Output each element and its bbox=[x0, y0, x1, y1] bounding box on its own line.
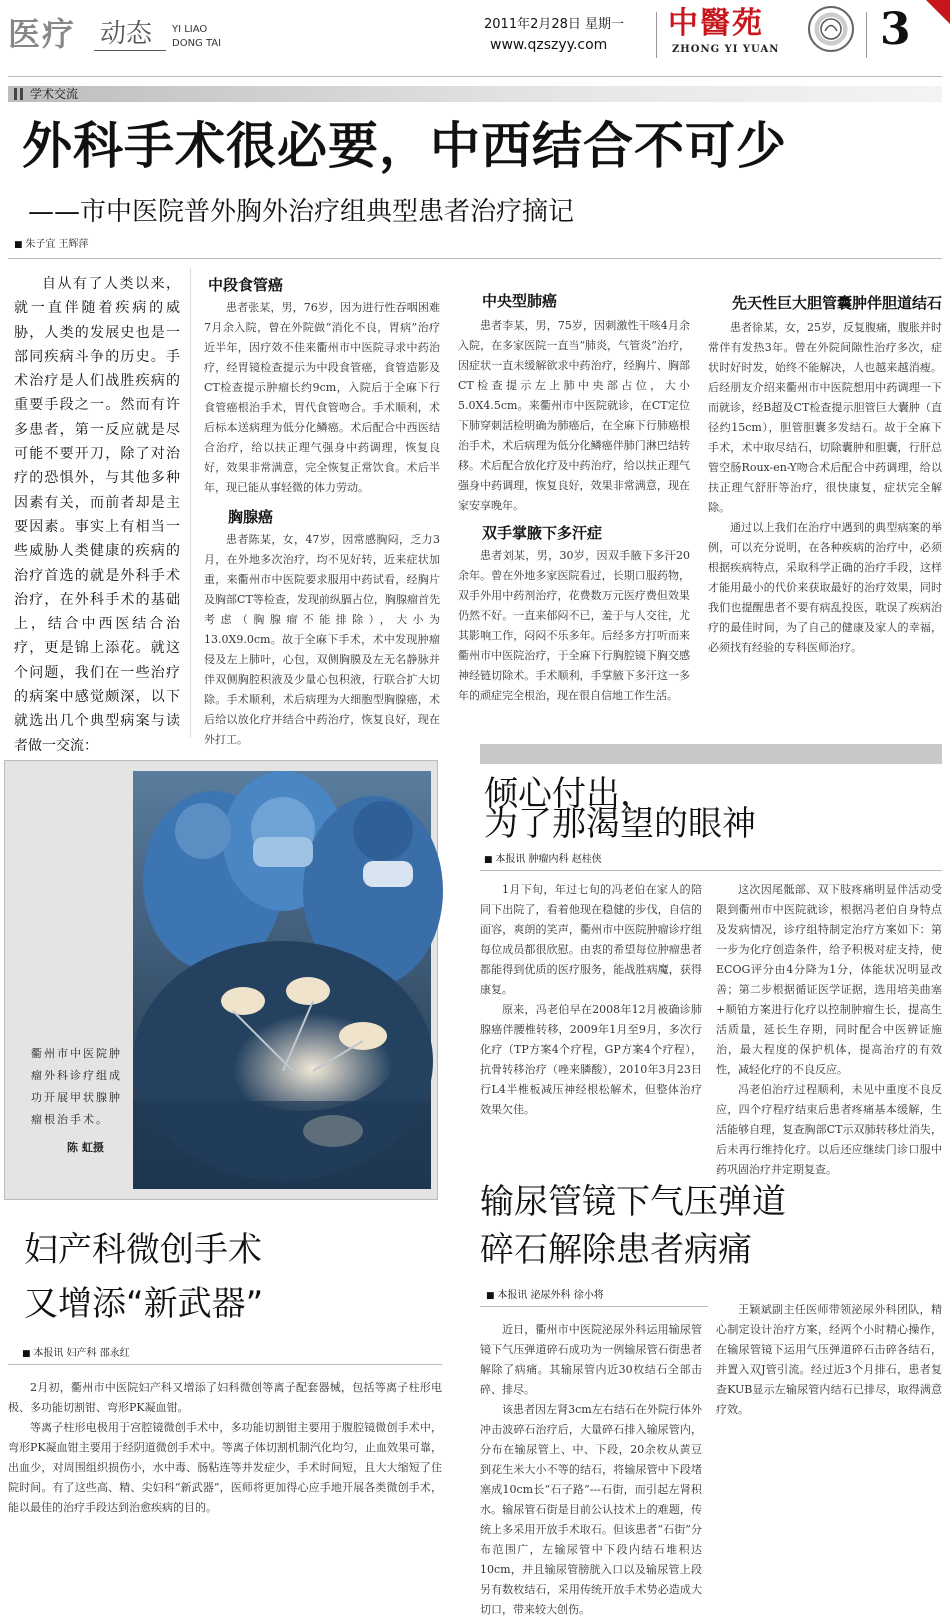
article4-p2: 该患者因左肾3cm左右结石在外院行体外冲击波碎石治疗后，大量碎石排入输尿管内，分布在输尿管上、中、下段，20余枚从黄豆到花生米大小不等的结石，将输尿管中下段堵塞成10cm长“石子路”---石街，而引起左肾积水。输尿管石街是目前公认技术上的难题，传统上多采用开放手术取石。但该患者“石街”分布范围广，左输尿管中下段内结石堆积达10cm，并且输尿管膀胱入口以及输尿管上段另有数枚结石，采用传统开放手术势必造成大切口，带来较大创伤。 bbox=[480, 1403, 702, 1616]
section-underline bbox=[94, 50, 166, 51]
article1-byline: ■ 朱子宜 王辉萍 bbox=[14, 238, 89, 252]
page-number-divider bbox=[866, 12, 867, 58]
column-tag-bar bbox=[8, 86, 942, 102]
case5-heading: 先天性巨大胆管囊肿伴胆道结石 bbox=[732, 294, 943, 312]
issue-website[interactable]: www.qzszyy.com bbox=[490, 37, 608, 53]
article4-byline: ■ 本报讯 泌尿外科 徐小将 bbox=[486, 1288, 604, 1304]
article1-col4 bbox=[708, 268, 942, 738]
photo-frame bbox=[4, 760, 438, 1200]
section-sub: 动态 bbox=[100, 19, 153, 49]
article1-title: 外科手术很必要，中西结合不可少 bbox=[22, 117, 787, 175]
header-divider bbox=[656, 12, 657, 58]
article3-title-line2: 又增添“新武器” bbox=[24, 1284, 264, 1324]
lead-paragraph: 自从有了人类以来，就一直伴随着疾病的威胁，人类的发展史也是一部同疾病斗争的历史。手术治疗是人们战胜疾病的重要手段之一。然而有许多患者，第一反应就是尽可能不要开刀，除了对治疗的恐惧外，与其他多种因素有关，而前者却是主要因素。事实上有相当一些威胁人类健康的疾病的治疗首选的就是外科手术治疗，在外科手术的基础上，结合中西医结合治疗，更是锦上添花。就这个问题，我们在一些治疗的病案中感觉颇深，以下就选出几个典型病案与读者做一交流： bbox=[14, 276, 180, 754]
case4-heading: 双手掌腋下多汗症 bbox=[482, 524, 603, 542]
section-pinyin-2: DONG TAI bbox=[172, 38, 222, 49]
article4-rule bbox=[480, 1306, 708, 1307]
case1-heading: 中段食管癌 bbox=[208, 276, 284, 294]
article1-col2 bbox=[204, 272, 440, 746]
column-tag-marker bbox=[14, 88, 17, 100]
article2-title-line2: 为了那渴望的眼神 bbox=[484, 804, 756, 844]
conclusion-text: 通过以上我们在治疗中遇到的典型病案的举例，可以充分说明，在各种疾病的治疗中，必须根据疾病特点，采取科学正确的治疗手段，这样才能用最小的代价来获取最好的治疗效果，同时我们也提醒患者不要有病乱投医，耽误了疾病治疗的最佳时间，为了自己的健康及家人的幸福，必须找有经验的专科医师治疗。 bbox=[708, 521, 942, 654]
case2-text: 患者陈某，女，47岁，因常感胸闷，乏力3月，在外地多次治疗，均不见好转，近来症状加重，来衢州市中医院要求服用中药试看，经胸片及胸部CT等检查，发现前纵膈占位，胸腺瘤首先考虑（胸腺瘤不能排除），大小为13.0X9.0cm。故于全麻下手术，术中发现肿瘤侵及左上肺叶，心包，双侧胸膜及左无名静脉并伴双侧胸腔积液及少量心包积液，行联合扩大切除。手术顺利，术后病理为大细胞型胸腺癌，术后给以放化疗并结合中药治疗，恢复良好，现在外打工。 bbox=[204, 533, 440, 746]
case5-text: 患者徐某，女，25岁，反复腹痛，腹胀并时常伴有发热3年。曾在外院间隙性治疗多次，症状时好时发，始终不能解决，人也越来越消瘦。后经朋友介绍来衢州市中医院想用中药调理一下而就诊，经B超及CT检查提示胆管巨大囊肿（直径约15cm），胆管胆囊多发结石。故于全麻下手术，术中取尽结石，切除囊肿和胆囊，行肝总管空肠Roux-en-Y吻合术后配合中药调理，给以扶正理气舒肝等治疗，很快康复，症状完全解除。 bbox=[708, 321, 942, 514]
surgery-photo bbox=[133, 771, 431, 1189]
section-pinyin-1: YI LIAO bbox=[172, 24, 208, 35]
article3-p2: 等离子柱形电极用于宫腔镜微创手术中，多功能切割钳主要用于腹腔镜微创手术中，弯形PK凝血钳主要用于经阴道微创手术中。等离子体切割机制汽化均匀，止血效果可靠，出血少，对周围组织损伤小，水中毒、肠粘连等并发症少，手术时间短，且大大缩短了住院时间。有了这些高、精、尖妇科“新武器”，医师将更加得心应手地开展各类微创手术，能以最佳的治疗手段达到治愈疾病的目的。 bbox=[8, 1421, 442, 1514]
article3-rule bbox=[8, 1364, 442, 1365]
article1-lead bbox=[14, 272, 180, 758]
article2-title-line1: 倾心付出， bbox=[484, 774, 654, 814]
column-tag-marker bbox=[20, 88, 23, 100]
case1-text: 患者张某，男，76岁，因为进行性吞咽困难7月余入院，曾在外院做“消化不良，胃病”治疗近半年，因疗效不佳来衢州市中医院寻求中药治疗，经胃镜检查提示为中段食管癌，食管造影及CT检查提示肿瘤长约9cm，入院后于全麻下行食管癌根治手术，胃代食管吻合。手术顺利，术后标本送病理为低分化鳞癌。术后配合中西医结合治疗，给以扶正理气强身中药调理，恢复良好，效果非常满意，完全恢复正常饮食。术后半年，现已能从事轻微的体力劳动。 bbox=[204, 301, 440, 494]
article4-title-line1: 输尿管镜下气压弹道 bbox=[480, 1182, 786, 1222]
photo-credit: 陈 虹摄 bbox=[67, 1141, 104, 1154]
article2-col1 bbox=[480, 880, 702, 1162]
article1-rule bbox=[8, 258, 942, 259]
article2-p3: 这次因尾骶部、双下肢疼痛明显伴活动受限到衢州市中医院就诊，根据冯老伯自身特点及发病情况，诊疗组特制定治疗方案如下：第一步为化疗创造条件，给予积极对症支持，使ECOG评分由4分降为1分，体能状况明显改善；第二步根据循证医学证据，选用培美曲塞+顺铂方案进行化疗以控制肿瘤生长，提高生活质量，延长生存期，同时配合中医辨证施治，最大程度的保护机体，提高治疗的有效性，减轻化疗的不良反应。 bbox=[716, 883, 942, 1076]
case2-heading: 胸腺癌 bbox=[228, 508, 274, 526]
article4-p1: 近日，衢州市中医院泌尿外科运用输尿管镜下气压弹道碎石成功为一例输尿管石街患者解除了病痛。其输尿管内近30枚结石全部击碎、排尽。 bbox=[480, 1323, 702, 1396]
article2-p2: 原来，冯老伯早在2008年12月被确诊肺腺癌伴腰椎转移，2009年1月至9月，多次行化疗（TP方案4个疗程，GP方案4个疗程），抗骨转移治疗（唑来膦酸），2010年3月23日行L4半椎板减压神经根松解术，但整体治疗效果欠佳。 bbox=[480, 1003, 702, 1116]
article4-title-line2: 碎石解除患者病痛 bbox=[480, 1230, 752, 1270]
issue-date: 2011年2月28日 星期一 bbox=[484, 17, 625, 32]
page-number: 3 bbox=[880, 4, 911, 55]
article1-subtitle: ——市中医院普外胸外治疗组典型患者治疗摘记 bbox=[28, 197, 575, 227]
photo-caption: 衢州市中医院肿瘤外科诊疗组成功开展甲状腺肿瘤根治手术。 bbox=[31, 1047, 122, 1126]
article4-col1 bbox=[480, 1320, 702, 1616]
article4-p3: 王颖斌副主任医师带领泌尿外科团队，精心制定设计治疗方案，经两个小时精心操作，在输尿管镜下运用气压弹道碎石击碎各结石，并置入双J管引流。经过近3个月排石，患者复查KUB显示左输尿管内结石已排尽，取得满意疗效。 bbox=[716, 1303, 942, 1416]
brand-pinyin: ZHONG YI YUAN bbox=[672, 44, 780, 55]
column-tag: 学术交流 bbox=[30, 87, 79, 101]
case3-text: 患者李某，男，75岁，因刺激性干咳4月余入院，在多家医院一直当“肺炎，气管炎”治疗，因症状一直未缓解欲求中药治疗，经胸片、胸部CT检查提示左上肺中央部占位，大小5.0X4.5cm。来衢州市中医院就诊，在CT定位下肺穿刺活检明确为肺癌后，在全麻下行肺癌根治手术，术后病理为低分化鳞癌伴肺门淋巴结转移。术后配合放化疗及中药治疗，给以扶正理气强身中药调理，恢复良好，效果非常满意，现在家安享晚年。 bbox=[458, 319, 690, 512]
article2-p1: 1月下旬，年过七旬的冯老伯在家人的陪同下出院了，看着他现在稳健的步伐，自信的面容，爽朗的笑声，衢州市中医院肿瘤诊疗组每位成员都很欣慰。由衷的希望每位肿瘤患者都能得到优质的医疗服务，能战胜病魔，获得康复。 bbox=[480, 883, 702, 996]
article2-p4: 冯老伯治疗过程顺利，未见中重度不良反应，四个疗程疗结束后患者疼痛基本缓解，生活能够自理，复查胸部CT示双肺转移灶消失，后未再行维持化疗。以后还应继续门诊口服中药巩固治疗并定期复查。 bbox=[716, 1083, 942, 1176]
section-main: 医疗 bbox=[8, 15, 77, 53]
article2-col2 bbox=[716, 880, 942, 1176]
hospital-seal-icon bbox=[808, 6, 854, 52]
article2-byline: ■ 本报讯 肿瘤内科 赵桂侠 bbox=[484, 852, 602, 868]
header-rule bbox=[8, 76, 942, 77]
article3-body bbox=[8, 1378, 442, 1512]
article2-rule bbox=[480, 870, 942, 871]
case3-heading: 中央型肺癌 bbox=[482, 292, 558, 310]
article3-title-line1: 妇产科微创手术 bbox=[24, 1230, 262, 1270]
case4-text: 患者刘某，男，30岁，因双手腋下多汗20余年。曾在外地多家医院看过，长期口服药物，双手外用中药剂治疗，花费数万元医疗费但效果仍然不好。一直来郁闷不已，羞于与人交往，尤其影响工作，闷闷不乐多年。后经多方打听而来衢州市中医院治疗，于全麻下行胸腔镜下胸交感神经链切除术。手术顺利，手掌腋下多汗这一多年的顽症完全根治，现在很自信地工作生活。 bbox=[458, 549, 690, 702]
article3-byline: ■ 本报讯 妇产科 邵永红 bbox=[22, 1346, 130, 1362]
article2-top-bar bbox=[480, 744, 942, 764]
article3-p1: 2月初，衢州市中医院妇产科又增添了妇科微创等离子配套器械，包括等离子柱形电极、多功能切割钳、弯形PK凝血钳。 bbox=[8, 1381, 442, 1414]
article1-col3 bbox=[458, 268, 690, 738]
column-divider bbox=[190, 268, 191, 738]
brand-logo-text: 中醫苑 bbox=[668, 6, 764, 41]
article4-col2 bbox=[716, 1300, 942, 1512]
corner-red-triangle bbox=[926, 0, 950, 24]
page-header bbox=[0, 0, 950, 68]
